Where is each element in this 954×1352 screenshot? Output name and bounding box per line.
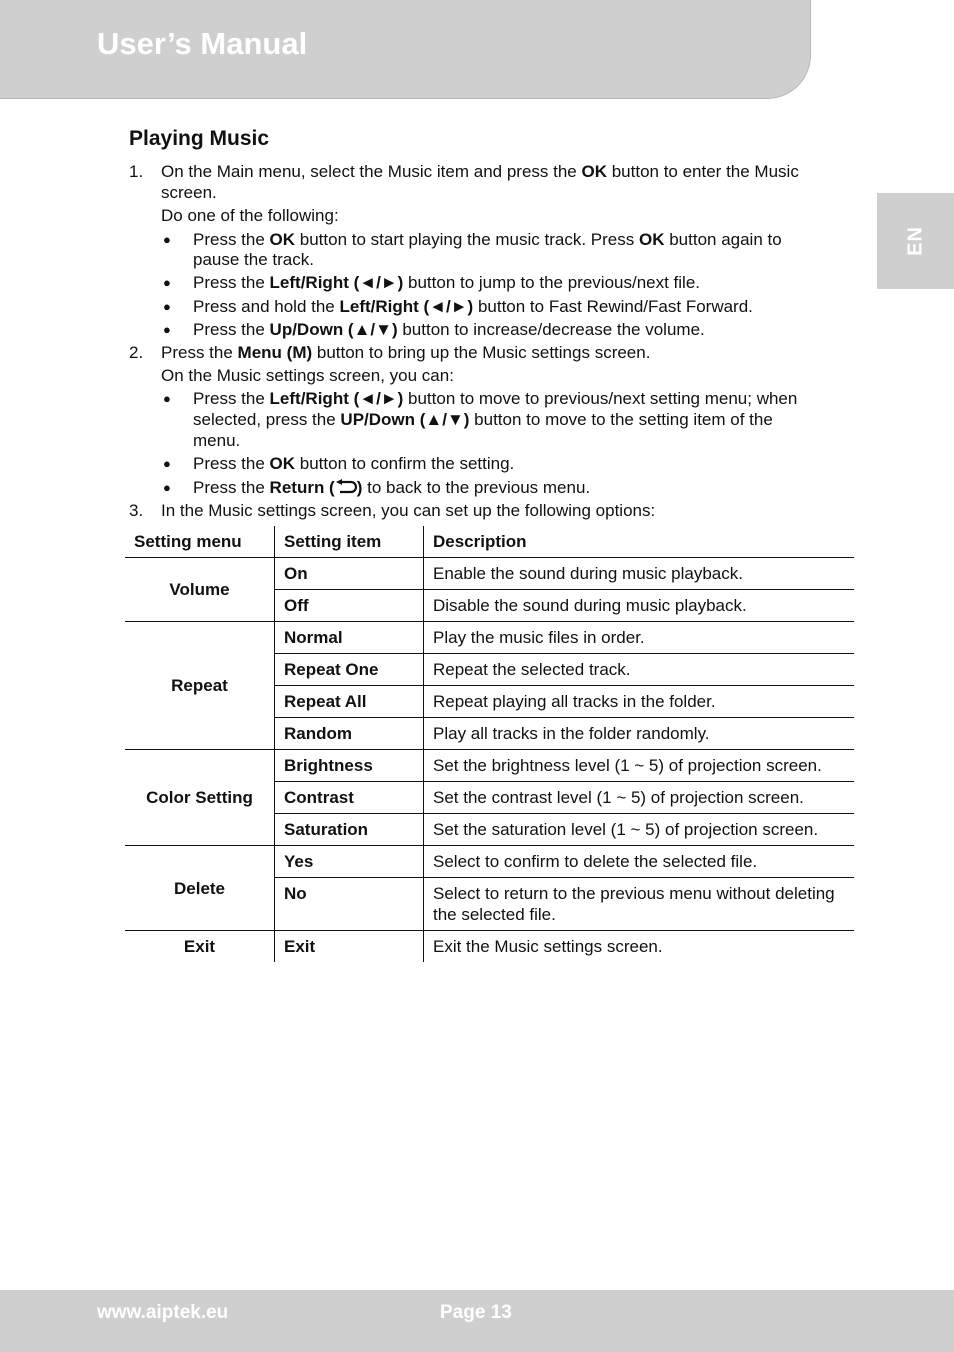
setting-item-cell: Exit — [275, 931, 424, 963]
section-title: Playing Music — [129, 127, 270, 150]
setting-menu-cell: Repeat — [125, 622, 275, 750]
description-cell: Play the music files in order. — [424, 622, 855, 654]
table-header-row — [125, 526, 854, 558]
setting-item-cell: Brightness — [275, 750, 424, 782]
description-cell: Select to return to the previous menu without deleting the selected file. — [424, 878, 855, 931]
bullet-text: menu. — [193, 431, 241, 450]
table-row — [125, 931, 854, 963]
bullet-text: Press the Up/Down (▲/▼) button to increase/decrease the volume. — [193, 320, 705, 339]
language-tab — [877, 193, 954, 289]
setting-item-cell: Off — [275, 590, 424, 622]
table-header: Setting item — [275, 526, 424, 558]
setting-item-cell: Repeat One — [275, 654, 424, 686]
bullet-text: Press the OK button to confirm the setting. — [193, 454, 515, 473]
footer-website: www.aiptek.eu — [97, 1302, 229, 1323]
step-text: On the Music settings screen, you can: — [161, 366, 454, 385]
setting-item-cell: Contrast — [275, 782, 424, 814]
setting-menu-cell: Volume — [125, 558, 275, 622]
manual-title: User’s Manual — [97, 26, 308, 61]
bullet-text: Press the OK button to start playing the music track. Press OK button again to — [193, 230, 782, 249]
step-number: 1. — [129, 162, 144, 181]
bullet-text: Press the Left/Right (◄/►) button to move to previous/next setting menu; when — [193, 389, 798, 408]
table-header: Setting menu — [125, 526, 275, 558]
setting-item-cell: On — [275, 558, 424, 590]
page-number: Page 13 — [440, 1302, 512, 1323]
setting-item-cell: Random — [275, 718, 424, 750]
table-header: Description — [424, 526, 855, 558]
setting-item-cell: Yes — [275, 846, 424, 878]
step-text: In the Music settings screen, you can set up the following options: — [161, 501, 656, 520]
description-cell: Select to confirm to delete the selected file. — [424, 846, 855, 878]
bullet-icon: ● — [163, 275, 171, 290]
step-text: Press the Menu (M) button to bring up the Music settings screen. — [161, 343, 651, 362]
step-number: 2. — [129, 343, 144, 362]
setting-item-cell: Repeat All — [275, 686, 424, 718]
settings-table — [125, 526, 854, 962]
bullet-text: Press and hold the Left/Right (◄/►) button to Fast Rewind/Fast Forward. — [193, 297, 753, 316]
step-text: Do one of the following: — [161, 206, 339, 225]
step-text: screen. — [161, 183, 217, 202]
setting-item-cell: Saturation — [275, 814, 424, 846]
bullet-text: pause the track. — [193, 250, 314, 269]
table-row — [125, 846, 854, 878]
bullet-icon: ● — [163, 391, 171, 406]
setting-item-cell: No — [275, 878, 424, 931]
description-cell: Play all tracks in the folder randomly. — [424, 718, 855, 750]
page-header — [0, 0, 811, 99]
description-cell: Set the contrast level (1 ~ 5) of projection screen. — [424, 782, 855, 814]
bullet-icon: ● — [163, 480, 171, 495]
setting-menu-cell: Exit — [183, 937, 216, 956]
description-cell: Disable the sound during music playback. — [424, 590, 855, 622]
description-cell: Set the brightness level (1 ~ 5) of projection screen. — [424, 750, 855, 782]
setting-menu-cell: Delete — [125, 846, 275, 931]
table-row — [125, 622, 854, 654]
bullet-icon: ● — [163, 232, 171, 247]
bullet-icon: ● — [163, 299, 171, 314]
description-cell: Exit the Music settings screen. — [424, 931, 855, 963]
bullet-text: Press the Return ( ) to back to the previous menu. — [193, 478, 591, 497]
page-footer — [0, 1290, 954, 1352]
table-row — [125, 558, 854, 590]
bullet-icon: ● — [163, 322, 171, 337]
setting-item-cell: Normal — [275, 622, 424, 654]
return-arrow-icon — [335, 479, 357, 495]
setting-menu-cell: Color Setting — [125, 750, 275, 846]
bullet-icon: ● — [163, 456, 171, 471]
language-label: EN — [904, 226, 926, 256]
description-cell: Repeat playing all tracks in the folder. — [424, 686, 855, 718]
bullet-text: Press the Left/Right (◄/►) button to jump to the previous/next file. — [193, 273, 701, 292]
description-cell: Set the saturation level (1 ~ 5) of projection screen. — [424, 814, 855, 846]
step-text: On the Main menu, select the Music item and press the OK button to enter the Music — [161, 162, 799, 181]
description-cell: Enable the sound during music playback. — [424, 558, 855, 590]
table-row — [125, 750, 854, 782]
step-number: 3. — [129, 501, 144, 520]
bullet-text: selected, press the UP/Down (▲/▼) button to move to the setting item of the — [193, 410, 773, 429]
description-cell: Repeat the selected track. — [424, 654, 855, 686]
